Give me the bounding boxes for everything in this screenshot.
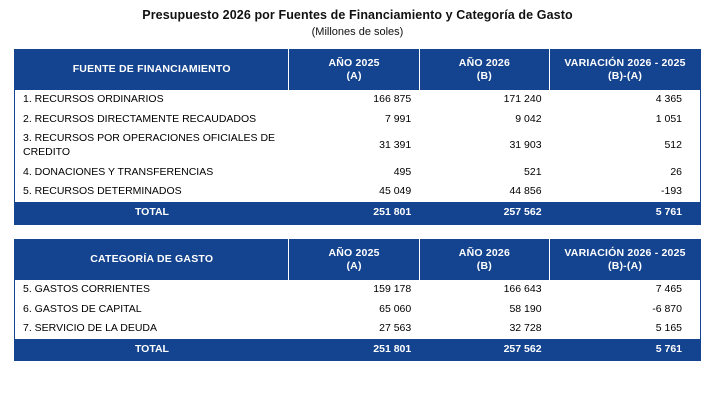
column-header-year-2025-sub: (A) [346, 259, 362, 272]
column-header-variation-sub: (B)-(A) [608, 259, 643, 272]
financing-sources-table [14, 49, 701, 225]
column-header-variation [550, 49, 701, 90]
row-label: 5. RECURSOS DETERMINADOS [15, 182, 289, 202]
column-header-variation-sub: (B)-(A) [608, 70, 643, 83]
page-subtitle: (Millones de soles) [311, 25, 404, 38]
row-label: 3. RECURSOS POR OPERACIONES OFICIALES DE CREDITO [15, 129, 289, 162]
row-value-2026: 171 240 [419, 90, 549, 110]
column-header-year-2026-title: AÑO 2026 [458, 56, 510, 69]
row-value-variation: 1 051 [550, 110, 701, 130]
row-value-2025: 495 [289, 163, 419, 183]
row-value-2026: 166 643 [419, 280, 549, 300]
row-label: 5. GASTOS CORRIENTES [15, 280, 289, 300]
expense-category-table [14, 239, 701, 362]
row-value-variation: -193 [550, 182, 701, 202]
row-value-variation: 26 [550, 163, 701, 183]
row-value-2025: 166 875 [289, 90, 419, 110]
row-value-variation: 7 465 [550, 280, 701, 300]
row-label: 1. RECURSOS ORDINARIOS [15, 90, 289, 110]
total-value-variation: 5 761 [550, 339, 701, 361]
column-header-variation-title: VARIACIÓN 2026 - 2025 [564, 56, 686, 69]
row-value-2025: 31 391 [289, 129, 419, 162]
row-value-2026: 32 728 [419, 319, 549, 339]
row-value-2026: 521 [419, 163, 549, 183]
page-title: Presupuesto 2026 por Fuentes de Financiamiento y Categoría de Gasto [142, 8, 573, 22]
total-value-variation: 5 761 [550, 202, 701, 224]
column-header-year-2025-title: AÑO 2025 [328, 246, 380, 259]
column-header-year-2025-title: AÑO 2025 [328, 56, 380, 69]
row-value-variation: 512 [550, 129, 701, 162]
column-header-year-2026 [419, 49, 549, 90]
row-value-variation: 4 365 [550, 90, 701, 110]
table-row [15, 280, 701, 300]
total-value-2025: 251 801 [289, 202, 419, 224]
row-value-2025: 159 178 [289, 280, 419, 300]
table-header-row [15, 239, 701, 280]
row-label: 4. DONACIONES Y TRANSFERENCIAS [15, 163, 289, 183]
row-value-2026: 9 042 [419, 110, 549, 130]
column-header-year-2025-sub: (A) [346, 70, 362, 83]
row-value-2026: 31 903 [419, 129, 549, 162]
row-label: 6. GASTOS DE CAPITAL [15, 300, 289, 320]
row-value-2025: 45 049 [289, 182, 419, 202]
column-header-variation-title: VARIACIÓN 2026 - 2025 [564, 246, 686, 259]
column-header-year-2026-sub: (B) [476, 70, 492, 83]
row-value-2025: 27 563 [289, 319, 419, 339]
column-header-year-2026-title: AÑO 2026 [458, 246, 510, 259]
column-header-variation [550, 239, 701, 280]
row-value-variation: -6 870 [550, 300, 701, 320]
row-value-variation: 5 165 [550, 319, 701, 339]
row-value-2026: 58 190 [419, 300, 549, 320]
row-value-2026: 44 856 [419, 182, 549, 202]
table-total-row [15, 202, 701, 224]
row-value-2025: 7 991 [289, 110, 419, 130]
total-label: TOTAL [15, 202, 289, 224]
row-label: 2. RECURSOS DIRECTAMENTE RECAUDADOS [15, 110, 289, 130]
column-header-year-2025 [289, 49, 419, 90]
table-row [15, 110, 701, 130]
column-header-year-2025 [289, 239, 419, 280]
table-header-row [15, 49, 701, 90]
row-value-2025: 65 060 [289, 300, 419, 320]
table-row [15, 163, 701, 183]
total-label: TOTAL [15, 339, 289, 361]
total-value-2025: 251 801 [289, 339, 419, 361]
total-value-2026: 257 562 [419, 202, 549, 224]
table-row [15, 300, 701, 320]
table-total-row [15, 339, 701, 361]
column-header-expense-category: CATEGORÍA DE GASTO [15, 239, 289, 280]
total-value-2026: 257 562 [419, 339, 549, 361]
table-row [15, 129, 701, 162]
table-row [15, 319, 701, 339]
row-label: 7. SERVICIO DE LA DEUDA [15, 319, 289, 339]
column-header-year-2026 [419, 239, 549, 280]
table-row [15, 90, 701, 110]
title-block [14, 8, 701, 39]
table-row [15, 182, 701, 202]
column-header-financing-source: FUENTE DE FINANCIAMIENTO [15, 49, 289, 90]
column-header-year-2026-sub: (B) [476, 259, 492, 272]
